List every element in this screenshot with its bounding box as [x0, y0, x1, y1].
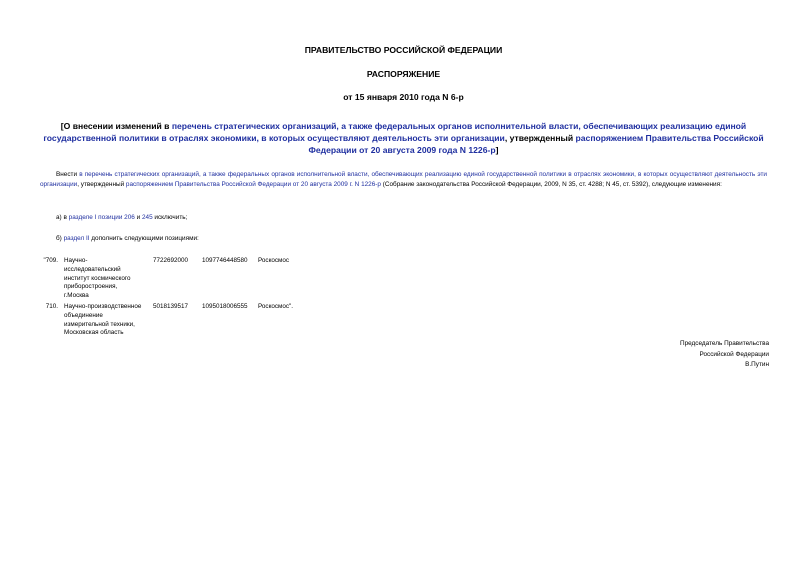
position-authority: Роскосмос". [258, 303, 294, 310]
item-b-suffix: дополнить следующими позициями: [89, 235, 199, 242]
item-a-and: и [134, 214, 142, 221]
link-position-245[interactable]: 245 [141, 214, 153, 221]
link-position-206[interactable]: позиции 206 [98, 214, 135, 221]
position-name-line: г.Москва [64, 292, 89, 300]
position-inn: 5018139517 [153, 303, 189, 310]
government-heading: ПРАВИТЕЛЬСТВО РОССИЙСКОЙ ФЕДЕРАЦИИ [304, 45, 503, 55]
position-ogrn: 1097746448580 [202, 257, 248, 264]
intro-link-order-1226[interactable]: распоряжением Правительства Российской Федерации от 20 августа 2009 г. N 1226-р [125, 180, 381, 188]
position-name-line: Московская область [64, 329, 124, 337]
item-a-prefix: а) в [56, 214, 69, 221]
document-type-heading: РАСПОРЯЖЕНИЕ [366, 69, 441, 79]
link-section-1[interactable]: разделе I [68, 214, 97, 221]
item-a-suffix: исключить; [152, 214, 188, 221]
signature-name: В.Путин [745, 361, 769, 368]
position-number: "709. [43, 257, 58, 264]
intro-link-strategic-list[interactable]: в перечень стратегических организаций, а также федеральных органов исполнительной власти, обеспечивающих реализацию единой государственной политики в отраслях экономики, в которых осуществляют деятельность эти организации [40, 171, 767, 188]
position-name [64, 303, 160, 338]
title-link-order-1226[interactable]: распоряжением Правительства Российской Федерации от 20 августа 2009 года N 1226-р [308, 133, 764, 155]
position-name-line: Научно-производственное [64, 303, 142, 310]
position-name-line: институт космического [64, 274, 131, 282]
item-a [56, 213, 783, 223]
signature-title-2: Российской Федерации [699, 350, 769, 358]
position-name-line: Научно- [64, 257, 88, 264]
signature-title: Председатель Правительства [680, 340, 769, 347]
position-name-line: приборостроения, [64, 283, 118, 291]
position-number: 710. [45, 303, 58, 310]
title-link-strategic-list[interactable]: перечень стратегических организаций, а также федеральных органов исполнительной власти, обеспечивающих реализацию единой государственной политики в отраслях экономики, в которых осуществляют деятельность эти организации [43, 121, 747, 143]
intro-text-2: , утвержденный [77, 180, 126, 188]
intro-paragraph [40, 170, 767, 190]
intro-text-1: Внести [56, 171, 80, 178]
document-title [40, 120, 767, 156]
signature-block [680, 339, 769, 371]
document-date-line: от 15 января 2010 года N 6-р [343, 92, 464, 102]
title-mid-text: , утвержденный [504, 133, 576, 143]
position-name-line: измерительной техники, [64, 320, 135, 328]
position-ogrn: 1095018006555 [202, 303, 248, 310]
title-close-text: ] [495, 145, 499, 155]
intro-text-3: (Собрание законодательства Российской Федерации, 2009, N 35, ст. 4288; N 45, ст. 5392), следующие изменения: [380, 180, 722, 188]
position-name [64, 257, 160, 301]
title-open-text: [О внесении изменений в [60, 121, 172, 131]
position-authority: Роскосмос [258, 257, 290, 264]
position-name-line: объединение [64, 311, 103, 319]
position-inn: 7722692000 [153, 257, 189, 264]
item-b [56, 234, 783, 244]
link-section-2[interactable]: раздел II [63, 235, 90, 242]
item-b-prefix: б) [56, 235, 64, 242]
position-name-line: исследовательский [64, 265, 121, 273]
